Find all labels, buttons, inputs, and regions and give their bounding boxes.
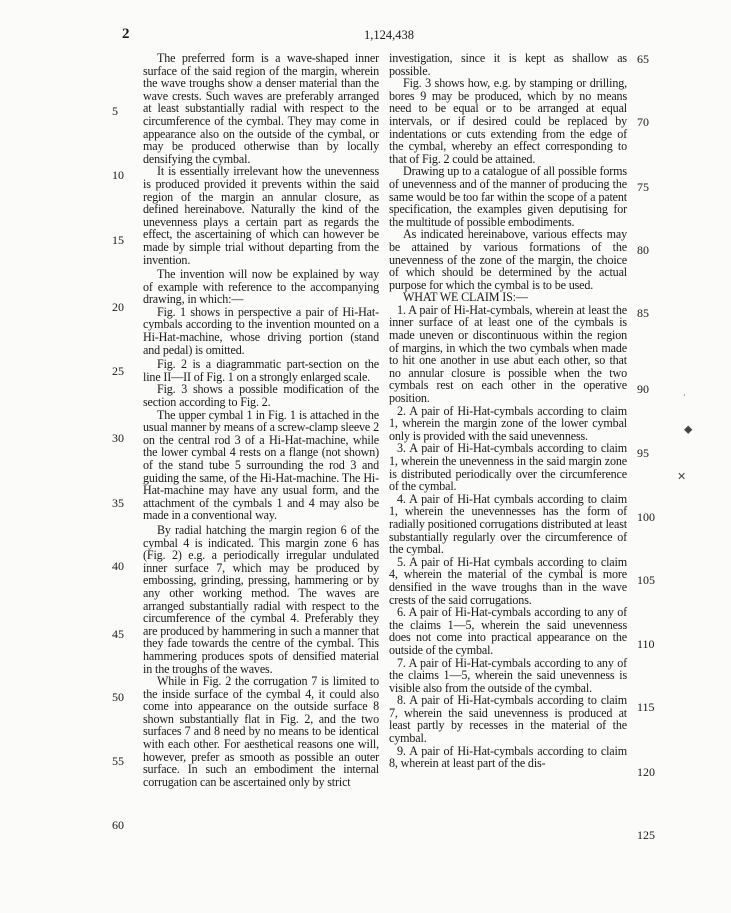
left-paragraph: Fig. 3 shows a possible modification of the section according to Fig. 2.: [143, 382, 379, 410]
claim: 2. A pair of Hi-Hat-cymbals according to claim 1, wherein the margin zone of the lower cymbal only is provided with the said unevenness.: [389, 403, 627, 443]
right-paragraph: Drawing up to a catalogue of all possible forms of unevenness and of the manner of producing the same would be too far within the scope of a patent specification, the examples given deputising for the multitude of possible embodiments.: [389, 164, 627, 229]
line-number: 120: [637, 765, 655, 779]
claim: 7. A pair of Hi-Hat-cymbals according to any of the claims 1—5, wherein the said unevenness is visible also from the outside of the cymbal.: [389, 655, 627, 695]
scan-speck-icon: ⬥: [684, 422, 693, 436]
line-number: 60: [112, 818, 124, 832]
right-paragraph: Fig. 3 shows how, e.g. by stamping or drilling, bores 9 may be produced, which by no means need to be equal or to be arranged at equal intervals, or if desired could be replaced by indentations or cuts extending from the edge of the cymbal, whereby an effect corresponding to that of Fig. 2 could be attained.: [389, 76, 627, 166]
claims-heading: WHAT WE CLAIM IS:—: [403, 290, 528, 305]
left-paragraph: Fig. 1 shows in perspective a pair of Hi-Hat-cymbals according to the invention mounted on a Hi-Hat-machine, whose driving portion (stand and pedal) is omitted.: [143, 304, 379, 357]
line-number: 30: [112, 431, 124, 445]
line-number: 20: [112, 300, 124, 314]
page-number: 2: [122, 26, 130, 42]
line-number: 25: [112, 364, 124, 378]
line-number: 75: [637, 180, 649, 194]
right-column: [389, 52, 627, 770]
line-number: 85: [637, 306, 649, 320]
right-paragraph: As indicated hereinabove, various effects may be attained by various formations of the unevenness of the zone of the margin, the choice of which should be determined by the actual purpose for which the cymbal is to be used.: [389, 227, 627, 292]
claim: 5. A pair of Hi-Hat cymbals according to claim 4, wherein the material of the cymbal is more densified in the wave troughs than in the wave crests of the said corrugations.: [389, 554, 627, 607]
left-paragraph: While in Fig. 2 the corrugation 7 is limited to the inside surface of the cymbal 4, it could also come into appearance on the outside surface 8 shown substantially flat in Fig. 2, and the two surfaces 7 and 8 need by no means to be identical with each other. For aesthetical reasons one will, however, prefer as smooth as possible an outer surface. In such an embodiment the internal corrugation can be ascertained only by strict: [143, 674, 379, 789]
claim: 6. A pair of Hi-Hat-cymbals according to any of the claims 1—5, wherein the said unevenness does not come into practical appearance on the outside of the cymbal.: [389, 605, 627, 657]
line-number: 5: [112, 104, 118, 118]
claim: 8. A pair of Hi-Hat-cymbals according to claim 7, wherein the said unevenness is produced at least partly by recesses in the material of the cymbal.: [389, 693, 627, 746]
line-number: 40: [112, 559, 124, 573]
line-number: 125: [637, 828, 655, 842]
document-number: 1,124,438: [364, 28, 414, 42]
left-column: [143, 52, 379, 788]
scan-speck-icon: ✕: [677, 471, 687, 483]
claim: 4. A pair of Hi-Hat cymbals according to claim 1, wherein the unevennesses has the form of radially positioned corrugations distributed at least substantially regularly over the circumference of the cymbal.: [389, 491, 627, 557]
line-number: 50: [112, 690, 124, 704]
line-number: 110: [637, 637, 655, 651]
claim: 9. A pair of Hi-Hat-cymbals according to claim 8, wherein at least part of the dis-: [389, 743, 627, 771]
line-number: 10: [112, 168, 124, 182]
line-number: 105: [637, 573, 655, 587]
line-number: 55: [112, 754, 124, 768]
scan-speck-icon: ⸒: [683, 386, 686, 396]
line-number: 115: [637, 700, 655, 714]
left-paragraph: It is essentially irrelevant how the unevenness is produced provided it prevents within the said region of the margin an annular closure, as defined hereinabove. Naturally the kind of the unevenness plays a certain part as regards the effect, the ascertaining of which can however be made by simple trial without departing from the invention.: [143, 164, 379, 267]
line-number: 70: [637, 115, 649, 129]
left-paragraph: The invention will now be explained by way of example with reference to the accompanying drawing, in which:—: [143, 267, 379, 307]
line-number: 35: [112, 496, 124, 510]
line-number: 80: [637, 243, 649, 257]
line-number: 95: [637, 446, 649, 460]
claim: 1. A pair of Hi-Hat-cymbals, wherein at least the inner surface of at least one of the cymbals is made uneven or discontinuous within the region of margins, in which the two cymbals when made to hit one another in use abut each other, so that no annular closure is possible when the two cymbals rest on each other in the operative position.: [389, 302, 627, 406]
line-number: 65: [637, 52, 649, 66]
right-paragraph: investigation, since it is kept as shallow as possible.: [389, 51, 627, 78]
line-number: 45: [112, 627, 124, 641]
line-number: 100: [637, 510, 655, 524]
line-number: 15: [112, 233, 124, 247]
left-paragraph: By radial hatching the margin region 6 of the cymbal 4 is indicated. This margin zone 6 has (Fig. 2) e.g. a periodically irregular undulated inner surface 7, which may be produced by embossing, grinding, pressing, hammering or by any other working method. The waves are arranged substantially radial with respect to the circumference of the cymbal 4. Preferably they are produced by hammering in such a manner that they fade towards the centre of the cymbal. This hammering produces spots of densified material in the troughs of the waves.: [143, 522, 379, 676]
line-number: 90: [637, 382, 649, 396]
left-paragraph: The preferred form is a wave-shaped inner surface of the said region of the margin, wherein the wave troughs show a denser material than the wave crests. Such waves are preferably arranged at least substantially radial with respect to the circumference of the cymbal. They may come in appearance also on the outside of the cymbal, or may be produced otherwise than by locally densifying the cymbal.: [143, 51, 379, 166]
left-paragraph: Fig. 2 is a diagrammatic part-section on the line II—II of Fig. 1 on a strongly enlarged scale.: [143, 357, 379, 384]
left-paragraph: The upper cymbal 1 in Fig. 1 is attached in the usual manner by means of a screw-clamp sleeve 2 on the central rod 3 of a Hi-Hat-machine, while the lower cymbal 4 rests on a flange (not shown) of the stand tube 5 surrounding the rod 3 and guiding the same, of the Hi-Hat-machine. The Hi-Hat-machine may have any usual form, and the attachment of the cymbals 1 and 4 may also be made in a conventional way.: [143, 407, 379, 523]
claim: 3. A pair of Hi-Hat-cymbals according to claim 1, wherein the unevenness in the said margin zone is distributed periodically over the circumference of the cymbal.: [389, 441, 627, 494]
